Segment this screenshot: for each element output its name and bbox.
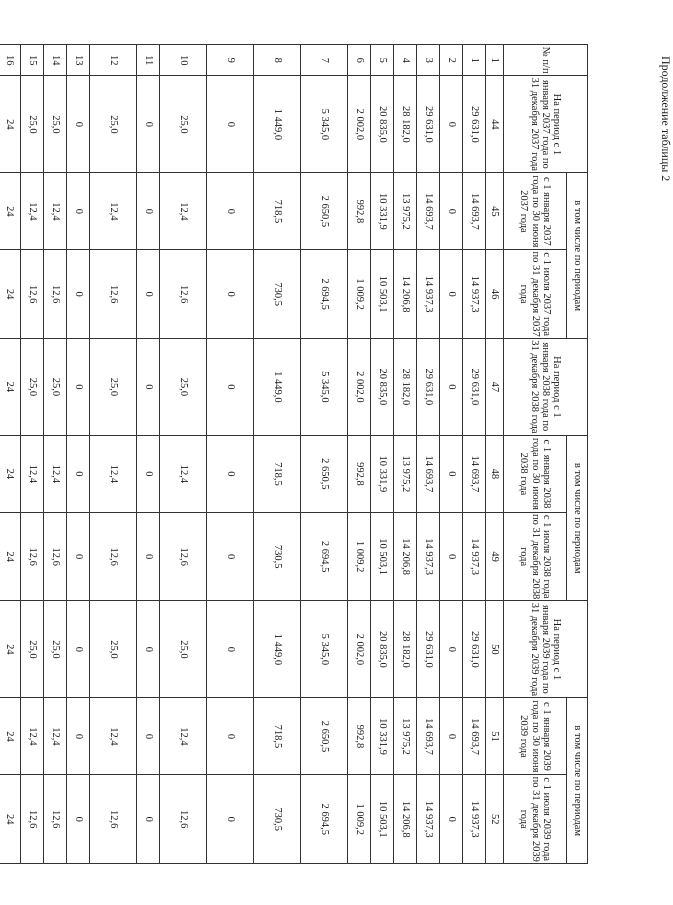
header-num: № п/п [504,45,588,76]
table-cell: 12,6 [90,512,137,600]
table-cell: 1 009,2 [348,512,371,600]
table-cell: 0 [137,698,160,775]
table-cell: 0 [207,250,254,338]
table-cell: 25,0 [44,338,67,435]
table-cell: 0 [137,435,160,512]
table-cell: 1 009,2 [348,775,371,864]
column-number: 52 [486,775,504,864]
table-row [371,45,394,864]
header-period-2038: На период с 1 января 2038 года по 31 декабря 2038 года [504,338,588,435]
rotated-page [3,44,588,864]
table-cell: 24 [0,173,21,250]
row-number: 5 [371,45,394,76]
table-cell: 24 [0,601,21,698]
table-cell: 12,4 [160,435,207,512]
table-cell: 730,5 [254,250,301,338]
table-cell: 28 182,0 [394,601,417,698]
table-cell: 0 [67,512,90,600]
table-cell: 992,8 [348,173,371,250]
header-h1-2039: с 1 января 2039 года по 30 июня 2039 года [504,698,567,775]
table-cell: 0 [67,698,90,775]
table-cell: 12,4 [44,173,67,250]
header-subgroup-2037: в том числе по периодам [567,173,588,339]
table-row [67,45,90,864]
table-cell: 0 [440,76,463,173]
table-cell: 24 [0,775,21,864]
table-cell: 0 [207,698,254,775]
table-cell: 0 [67,435,90,512]
table-cell: 12,4 [160,698,207,775]
table-cell: 0 [440,250,463,338]
table-body [0,45,486,864]
table-cell: 24 [0,512,21,600]
table-cell: 12,4 [44,435,67,512]
table-cell: 2 650,5 [301,698,348,775]
row-number: 9 [207,45,254,76]
table-cell: 718,5 [254,435,301,512]
table-cell: 13 975,2 [394,698,417,775]
table-cell: 5 345,0 [301,601,348,698]
table-cell: 13 975,2 [394,435,417,512]
table-cell: 2 650,5 [301,173,348,250]
row-number: 10 [160,45,207,76]
table-cell: 730,5 [254,512,301,600]
table-cell: 14 693,7 [463,173,486,250]
table-cell: 0 [137,76,160,173]
table-cell: 10 331,9 [371,698,394,775]
table-cell: 14 937,3 [463,775,486,864]
row-number: 4 [394,45,417,76]
row-number: 14 [44,45,67,76]
table-cell: 0 [207,76,254,173]
row-number: 12 [90,45,137,76]
table-row [394,45,417,864]
table-cell: 10 331,9 [371,173,394,250]
table-cell: 14 937,3 [417,775,440,864]
table-cell: 0 [440,512,463,600]
table-cell: 29 631,0 [417,338,440,435]
column-number: 44 [486,76,504,173]
table-cell: 24 [0,76,21,173]
table-cell: 10 503,1 [371,250,394,338]
table-cell: 0 [67,173,90,250]
table-row [0,45,21,864]
table-cell: 10 503,1 [371,512,394,600]
table-cell: 12,4 [21,173,44,250]
table-cell: 14 206,8 [394,250,417,338]
table-cell: 2 002,0 [348,76,371,173]
table-cell: 12,4 [44,698,67,775]
table-cell: 0 [207,338,254,435]
table-cell: 0 [137,775,160,864]
table-cell: 0 [137,173,160,250]
table-cell: 24 [0,698,21,775]
table-cell: 14 206,8 [394,512,417,600]
table-cell: 0 [207,601,254,698]
table-cell: 718,5 [254,173,301,250]
table-cell: 14 693,7 [417,173,440,250]
table-cell: 730,5 [254,775,301,864]
table-row [463,45,486,864]
table-cell: 0 [207,512,254,600]
header-subgroup-2039: в том числе по периодам [567,698,588,864]
table-cell: 0 [137,250,160,338]
table-cell: 12,6 [44,775,67,864]
table-cell: 12,4 [90,698,137,775]
table-row [137,45,160,864]
table-cell: 14 937,3 [463,250,486,338]
table-cell: 24 [0,250,21,338]
table-cell: 14 937,3 [463,512,486,600]
column-number: 1 [486,45,504,76]
row-number: 8 [254,45,301,76]
table-cell: 20 835,0 [371,601,394,698]
table-cell: 25,0 [44,601,67,698]
table-cell: 25,0 [21,338,44,435]
table-cell: 12,4 [21,435,44,512]
column-number: 47 [486,338,504,435]
table-caption: Продолжение таблицы 2 [659,56,673,182]
table-cell: 29 631,0 [463,338,486,435]
table-cell: 29 631,0 [463,76,486,173]
table-cell: 25,0 [160,601,207,698]
table-cell: 12,4 [160,173,207,250]
table-cell: 12,6 [44,250,67,338]
table-cell: 0 [440,173,463,250]
row-number: 2 [440,45,463,76]
row-number: 6 [348,45,371,76]
row-number: 7 [301,45,348,76]
table-cell: 5 345,0 [301,338,348,435]
table-row [440,45,463,864]
column-number: 49 [486,512,504,600]
table-cell: 14 206,8 [394,775,417,864]
table-cell: 25,0 [90,601,137,698]
table-cell: 14 937,3 [417,250,440,338]
table-cell: 25,0 [160,338,207,435]
table-cell: 0 [440,338,463,435]
column-number: 50 [486,601,504,698]
table-cell: 0 [207,173,254,250]
table-cell: 25,0 [90,76,137,173]
table-cell: 14 693,7 [417,698,440,775]
header-h2-2039: с 1 июля 2039 года по 31 декабря 2039 года [504,775,567,864]
table-cell: 12,4 [21,698,44,775]
table-cell: 12,4 [90,435,137,512]
table-cell: 24 [0,435,21,512]
table-cell: 12,6 [160,250,207,338]
table-cell: 29 631,0 [417,76,440,173]
table-cell: 992,8 [348,698,371,775]
table-cell: 24 [0,338,21,435]
table-cell: 0 [137,601,160,698]
header-subgroup-2038: в том числе по периодам [567,435,588,601]
data-table [0,44,588,864]
column-number: 48 [486,435,504,512]
table-cell: 12,6 [21,775,44,864]
row-number: 3 [417,45,440,76]
column-number: 46 [486,250,504,338]
table-cell: 28 182,0 [394,76,417,173]
header-h1-2037: с 1 января 2037 года по 30 июня 2037 года [504,173,567,250]
table-cell: 20 835,0 [371,76,394,173]
header-period-2039: На период с 1 января 2039 года по 31 декабря 2039 года [504,601,588,698]
table-cell: 0 [137,338,160,435]
table-cell: 1 009,2 [348,250,371,338]
column-numbers-row [486,45,504,864]
row-number: 13 [67,45,90,76]
table-cell: 718,5 [254,698,301,775]
table-row [348,45,371,864]
table-cell: 10 503,1 [371,775,394,864]
table-cell: 12,6 [90,775,137,864]
table-cell: 0 [207,775,254,864]
table-cell: 12,4 [90,173,137,250]
table-cell: 2 694,5 [301,775,348,864]
table-cell: 2 650,5 [301,435,348,512]
table-cell: 12,6 [21,250,44,338]
header-period-2037: На период с 1 января 2037 года по 31 декабря 2037 года [504,76,588,173]
table-cell: 0 [440,698,463,775]
table-cell: 20 835,0 [371,338,394,435]
table-cell: 12,6 [160,512,207,600]
table-row [21,45,44,864]
table-cell: 12,6 [44,512,67,600]
table-row [417,45,440,864]
table-cell: 0 [207,435,254,512]
table-cell: 25,0 [160,76,207,173]
table-cell: 2 002,0 [348,338,371,435]
table-cell: 0 [137,512,160,600]
row-number: 11 [137,45,160,76]
table-row [301,45,348,864]
column-number: 45 [486,173,504,250]
table-cell: 0 [67,775,90,864]
table-cell: 29 631,0 [417,601,440,698]
row-number: 16 [0,45,21,76]
table-cell: 2 002,0 [348,601,371,698]
table-cell: 25,0 [21,601,44,698]
table-row [254,45,301,864]
table-cell: 12,6 [21,512,44,600]
table-row [90,45,137,864]
table-cell: 14 693,7 [417,435,440,512]
table-cell: 0 [440,601,463,698]
table-cell: 12,6 [90,250,137,338]
table-row [160,45,207,864]
row-number: 1 [463,45,486,76]
table-cell: 28 182,0 [394,338,417,435]
table-cell: 14 937,3 [417,512,440,600]
table-cell: 14 693,7 [463,698,486,775]
table-cell: 2 694,5 [301,250,348,338]
column-number: 51 [486,698,504,775]
table-cell: 29 631,0 [463,601,486,698]
table-cell: 1 449,0 [254,601,301,698]
table-cell: 992,8 [348,435,371,512]
header-h2-2037: с 1 июля 2037 года по 31 декабря 2037 года [504,250,567,338]
table-cell: 0 [67,76,90,173]
table-cell: 25,0 [21,76,44,173]
table-cell: 0 [67,338,90,435]
table-cell: 1 449,0 [254,338,301,435]
table-cell: 0 [67,250,90,338]
table-cell: 14 693,7 [463,435,486,512]
header-h1-2038: с 1 января 2038 года по 30 июня 2038 года [504,435,567,512]
table-cell: 0 [440,435,463,512]
row-number: 15 [21,45,44,76]
table-row [207,45,254,864]
table-cell: 13 975,2 [394,173,417,250]
table-cell: 5 345,0 [301,76,348,173]
table-cell: 25,0 [44,76,67,173]
table-cell: 1 449,0 [254,76,301,173]
table-row [44,45,67,864]
table-cell: 12,6 [160,775,207,864]
table-cell: 0 [440,775,463,864]
header-h2-2038: с 1 июля 2038 года по 31 декабря 2038 года [504,512,567,600]
table-cell: 0 [67,601,90,698]
table-cell: 2 694,5 [301,512,348,600]
table-cell: 25,0 [90,338,137,435]
table-cell: 10 331,9 [371,435,394,512]
